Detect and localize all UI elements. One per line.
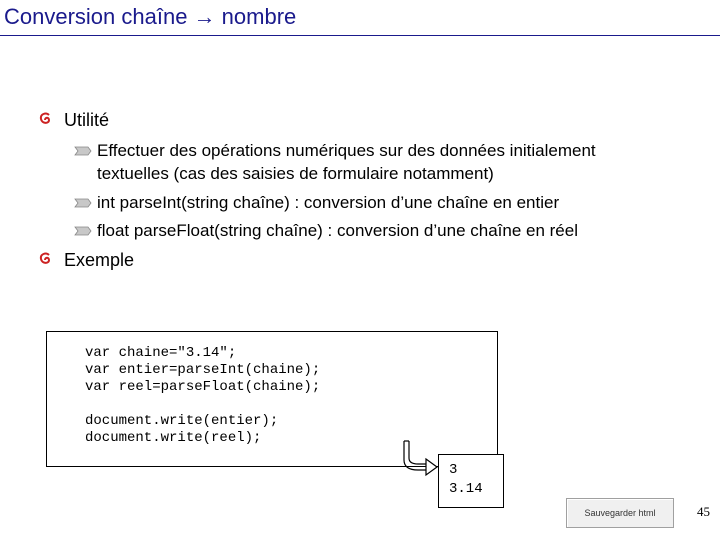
arrow-bullet-icon — [74, 224, 92, 236]
sub-bullet-parseint: int parseInt(string chaîne) : conversion d’une chaîne en entier — [97, 193, 560, 212]
sub-bullet-parsefloat: float parseFloat(string chaîne) : conversion d’une chaîne en réel — [97, 221, 578, 240]
output-box — [438, 454, 504, 508]
curved-arrow-icon — [396, 440, 440, 480]
sub-bullet-usage-line2: textuelles (cas des saisies de formulaire notamment) — [97, 164, 494, 183]
bullet-utilite: Utilité — [64, 110, 110, 130]
arrow-bullet-icon — [74, 144, 92, 156]
output-text: 3 3.14 — [449, 462, 483, 497]
bullet-exemple: Exemple — [64, 250, 135, 270]
page-number: 45 — [697, 504, 710, 519]
bullet-swirl-icon — [39, 112, 51, 126]
title-divider — [0, 35, 720, 36]
save-html-button[interactable]: Sauvegarder html — [566, 498, 674, 528]
bullet-swirl-icon — [39, 252, 51, 266]
code-example: var chaine="3.14"; var entier=parseInt(chaine); var reel=parseFloat(chaine); document.write(entier); document.write(reel); — [85, 345, 321, 446]
slide-title: Conversion chaîne → nombre — [4, 4, 297, 29]
arrow-bullet-icon — [74, 196, 92, 208]
sub-bullet-usage-line1: Effectuer des opérations numériques sur des données initialement — [97, 141, 596, 160]
